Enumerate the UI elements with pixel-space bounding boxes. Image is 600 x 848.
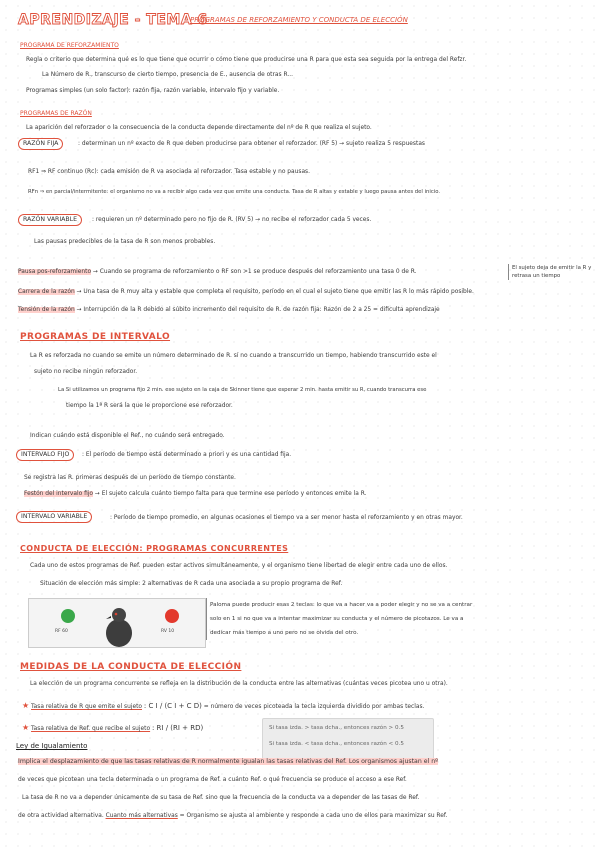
pausa-text: → Cuando se programa de reforzamiento o RF son >1 se produce después del reforzamiento una tasa 0 de R.	[92, 269, 417, 275]
law-line4-a: de otra actividad alternativa.	[18, 813, 104, 819]
heading-conducta-eleccion: CONDUCTA DE ELECCIÓN: PROGRAMAS CONCURRENTES	[20, 544, 289, 553]
razon-variable-label: RAZÓN VARIABLE	[18, 214, 82, 226]
carrera-text: → Una tasa de R muy alta y estable que completa el requisito, período en el cual el sujeto tiene que emitir las R lo más rápido posible.	[76, 289, 474, 295]
rv-line2: Las pausas predecibles de la tasa de R son menos probables.	[34, 239, 216, 245]
measure-1-text: = número de veces picoteada la tecla izquierda dividido por ambas teclas.	[203, 704, 425, 710]
measure-2-formula: : RI / (RI + RD)	[151, 724, 204, 732]
law-line3: La tasa de R no va a depender únicamente de su tasa de Ref. sino que la frecuencia de la conducta va a depender de las tasas de Ref.	[22, 795, 420, 801]
carrera-label: Carrera de la razón	[18, 289, 75, 295]
green-key	[61, 609, 75, 623]
pigeon-icon	[99, 603, 139, 647]
ratio-tooltip	[262, 718, 434, 760]
razon-variable-text: : requieren un nº determinado pero no fijo de R. (RV 5) → no recibe el reforzador cada 5 veces.	[92, 217, 372, 223]
star-icon: ★	[22, 723, 30, 732]
sec3-line2: sujeto no recibe ningún reforzador.	[34, 369, 138, 375]
law-line4-b: = Organismo se ajusta al ambiente y responde a cada uno de ellos para maximizar su Ref.	[179, 813, 448, 819]
feston-text: → El sujeto calcula cuánto tiempo falta para que termine ese período y entonces emite la R.	[94, 491, 367, 497]
law-line1	[18, 758, 438, 766]
measure-2	[22, 724, 203, 733]
heading-programa-reforzamiento: PROGRAMA DE REFORZAMIENTO	[20, 42, 119, 49]
law-line4	[18, 812, 447, 820]
measure-1	[22, 702, 424, 711]
law-line4-label: Cuanto más alternativas	[105, 813, 178, 819]
intervalo-variable-text: : Período de tiempo promedio, en algunas ocasiones el tiempo va a ser menor hasta el reforzamiento y en otras mayor.	[110, 515, 463, 521]
law-line2: de veces que picotean una tecla determinada o un programa de Ref. a cuánto Ref. o qué frecuencia se produce el acceso a ese Ref.	[18, 777, 407, 783]
heading-programas-intervalo: PROGRAMAS DE INTERVALO	[20, 332, 171, 342]
sec2-line1: La aparición del reforzador o la consecuencia de la conducta depende directamente del nº de R que realiza el sujeto.	[26, 125, 372, 131]
pausa-line	[18, 268, 417, 276]
sec3-line1: La R es reforzada no cuando se emite un número determinado de R. sí no cuando a transcurrido un tiempo, habiendo transcurrido este el	[30, 353, 437, 359]
rf1-text: RF1 ⇒ RF continuo (Rc): cada emisión de R va asociada al reforzador. Tasa estable y no pausas.	[28, 169, 311, 175]
measure-2-label: Tasa relativa de Ref. que recibe el sujeto	[31, 726, 151, 732]
pigeon-image	[28, 598, 206, 648]
tooltip-line-1: Si tasa izda. > tasa dcha., entonces razón > 0.5	[269, 725, 404, 731]
red-key-label: RV 10	[161, 629, 175, 634]
measure-1-label: Tasa relativa de R que emite el sujeto	[31, 704, 142, 710]
green-key-label: RF 60	[55, 629, 68, 634]
if-line2	[24, 490, 366, 498]
sec1-line3: Programas simples (un solo factor): razón fija, razón variable, intervalo fijo y variable.	[26, 88, 280, 94]
pausa-label: Pausa pos-reforzamiento	[18, 269, 92, 275]
law-line1-text: Implica el desplazamiento de que las tasas relativas de R normalmente igualan las tasas relativas del Ref. Los organismos ajustan el nº	[18, 758, 439, 765]
intervalo-variable-label: INTERVALO VARIABLE	[16, 511, 92, 523]
carrera-line	[18, 288, 474, 296]
sec3-line5: Indican cuándo está disponible el Ref., no cuándo será entregado.	[30, 433, 225, 439]
rfn-text: RFn ⇒ en parcial/intermitente: el organismo no va a recibir algo cada vez que emite una conducta. Tasa de R altas y estable y luego pausa antes del inicio.	[28, 189, 441, 195]
sec4-line1: Cada uno de estos programas de Ref. pueden estar activos simultáneamente, y el organismo tiene libertad de elegir entre cada uno de ellos.	[30, 563, 448, 569]
razon-fija-text: : determinan un nº exacto de R que deben producirse para obtener el reforzador. (RF 5) → sujeto realiza 5 respuestas	[78, 141, 425, 147]
pigeon-note-3: dedicar más tiempo a uno pero no se olvida del otro.	[210, 630, 359, 636]
intervalo-fijo-label: INTERVALO FIJO	[16, 449, 74, 461]
sec3-line3: La Si utilizamos un programa fijo 2 min. ese sujeto en la caja de Skinner tiene que esperar 2 min. hasta emitir su R, cuando transcurra ese	[58, 387, 427, 393]
tension-line	[18, 306, 440, 314]
sec1-line2: La Número de R., transcurso de cierto tiempo, presencia de E., ausencia de otras R...	[42, 72, 293, 78]
pigeon-note-1: Paloma puede producir esas 2 teclas: lo que va a hacer va a poder elegir y no se va a centrar	[210, 602, 473, 608]
razon-fija-label: RAZÓN FIJA	[18, 138, 63, 150]
pigeon-note-2: solo en 1 si no que va a intentar maximizar su conducta y el número de picotazos. Le va a	[210, 616, 464, 622]
pausa-side-note: El sujeto deja de emitir la R y retrasa un tiempo	[508, 264, 598, 280]
tension-label: Tensión de la razón	[18, 307, 75, 313]
feston-label: Festón del intervalo fijo	[24, 491, 94, 497]
sec5-line1: La elección de un programa concurrente se refleja en la distribución de la conducta entre las alternativas (cuántas veces picotea uno u otra).	[30, 681, 448, 687]
red-key	[165, 609, 179, 623]
page-title: APRENDIZAJE - TEMA 6	[18, 12, 208, 28]
tooltip-line-2: Si tasa izda. < tasa dcha., entonces razón < 0.5	[269, 741, 404, 747]
heading-programas-razon: PROGRAMAS DE RAZÓN	[20, 110, 92, 117]
measure-1-formula: : C I / (C I + C D)	[143, 702, 202, 710]
sec1-line1: Regla o criterio que determina qué es lo que tiene que ocurrir o cómo tiene que producirse una R para que esta sea seguida por la entrega del Refzr.	[26, 57, 467, 63]
if-line1: Se registra las R. primeras después de un período de tiempo constante.	[24, 475, 236, 481]
pigeon-note	[206, 598, 472, 640]
intervalo-fijo-text: : El período de tiempo está determinado a priori y es una cantidad fija.	[82, 452, 292, 458]
heading-medidas: MEDIDAS DE LA CONDUCTA DE ELECCIÓN	[20, 662, 242, 672]
sec3-line4: tiempo la 1ª R será la que le proporcione ese reforzador.	[66, 403, 233, 409]
heading-ley-igualamiento: Ley de Igualamiento	[16, 742, 88, 750]
star-icon: ★	[22, 701, 30, 710]
tension-text: → Interrupción de la R debido al súbito incremento del requisito de R. de razón fija: Razón de 2 a 25 = dificulta aprendizaje	[76, 307, 440, 313]
page-subtitle: PROGRAMAS DE REFORZAMIENTO Y CONDUCTA DE ELECCIÓN	[190, 16, 408, 24]
sec4-line2: Situación de elección más simple: 2 alternativas de R cada una asociada a su propio programa de Ref.	[40, 581, 343, 587]
